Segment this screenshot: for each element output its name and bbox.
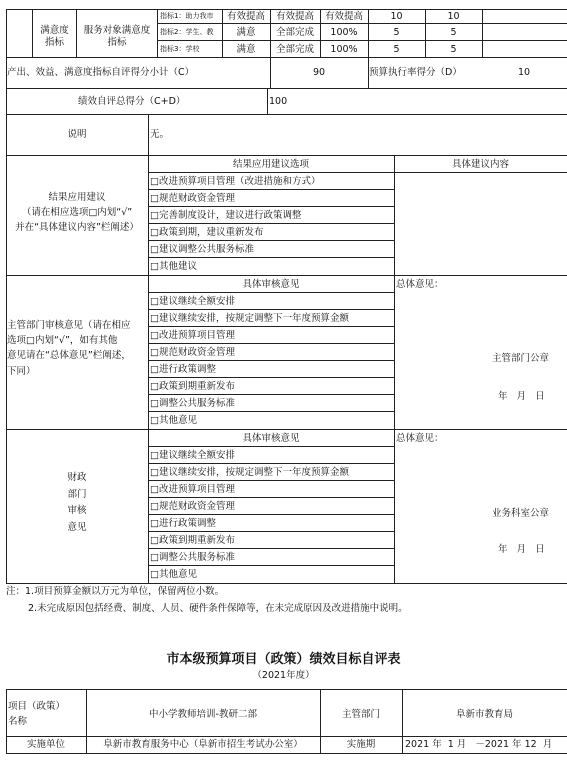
fin-overall: 总体意见： bbox=[396, 433, 444, 444]
dept-label: 主管部门 bbox=[341, 709, 380, 720]
fin-date: 年 月 日 bbox=[498, 544, 545, 555]
weight-3: 5 bbox=[393, 44, 400, 55]
line bbox=[6, 736, 567, 737]
result-1: 有效提高 bbox=[324, 11, 363, 22]
weight-1: 10 bbox=[390, 11, 403, 22]
result-option[interactable]: □完善制度设计，建议进行政策调整 bbox=[150, 210, 302, 221]
line bbox=[148, 343, 394, 344]
budget-label: 预算执行率得分（D） bbox=[369, 67, 462, 78]
service-object-label: 服务对象满意度 指标 bbox=[83, 25, 151, 48]
line bbox=[482, 9, 483, 57]
line bbox=[6, 57, 567, 58]
line bbox=[6, 429, 567, 430]
result-2: 100% bbox=[330, 27, 358, 38]
weight-2: 5 bbox=[393, 27, 400, 38]
line bbox=[148, 411, 394, 412]
actual-2: 全部完成 bbox=[275, 27, 314, 38]
actual-3: 全部完成 bbox=[275, 44, 314, 55]
line bbox=[394, 155, 395, 275]
line bbox=[148, 377, 394, 378]
line bbox=[157, 9, 158, 57]
budget-value: 10 bbox=[518, 67, 531, 78]
fin-option[interactable]: □建议继续全额安排 bbox=[150, 450, 235, 461]
score-3: 5 bbox=[450, 44, 457, 55]
score-1: 10 bbox=[447, 11, 460, 22]
line bbox=[148, 531, 394, 532]
line bbox=[148, 480, 394, 481]
result-option[interactable]: □改进预算项目管理（改进措施和方式） bbox=[150, 176, 321, 187]
note-2: 2.未完成原因包括经费、制度、人员、硬件条件保障等，在未完成原因及改进措施中说明。 bbox=[28, 603, 408, 614]
target-3: 满意 bbox=[236, 44, 256, 55]
fin-option[interactable]: □调整公共服务标准 bbox=[150, 552, 235, 563]
fin-left-label: 财政 部门 审核 意见 bbox=[67, 472, 87, 533]
fin-header: 具体审核意见 bbox=[242, 433, 300, 444]
line bbox=[148, 548, 394, 549]
dept-option[interactable]: □建议继续全额安排 bbox=[150, 296, 235, 307]
result-option[interactable]: □建议调整公共服务标准 bbox=[150, 244, 254, 255]
line bbox=[267, 88, 268, 114]
fin-option[interactable]: □其他意见 bbox=[150, 569, 197, 580]
dept-option[interactable]: □进行政策调整 bbox=[150, 364, 216, 375]
line bbox=[148, 206, 394, 207]
dept-value: 阜新市教育局 bbox=[455, 709, 513, 720]
line bbox=[148, 257, 394, 258]
note-1: 注：1.项目预算金额以万元为单位，保留两位小数。 bbox=[6, 586, 225, 597]
line bbox=[6, 753, 567, 754]
dept-option[interactable]: □改进预算项目管理 bbox=[150, 330, 235, 341]
period-label: 实施期 bbox=[346, 739, 376, 750]
form2-year: （2021年度） bbox=[252, 670, 315, 681]
result-col1-header: 结果应用建议选项 bbox=[232, 159, 309, 170]
line bbox=[157, 40, 567, 41]
fin-option[interactable]: □政策到期重新发布 bbox=[150, 535, 235, 546]
line bbox=[6, 689, 567, 690]
dept-option[interactable]: □建议继续安排，按规定调整下一年度预算金额 bbox=[150, 313, 349, 324]
dept-option[interactable]: □规范财政资金管理 bbox=[150, 347, 235, 358]
line bbox=[148, 309, 394, 310]
line bbox=[148, 172, 567, 173]
line bbox=[6, 155, 567, 156]
line bbox=[6, 583, 567, 584]
line bbox=[148, 394, 394, 395]
note-label: 说明 bbox=[67, 129, 87, 140]
target-2: 满意 bbox=[236, 27, 256, 38]
line bbox=[394, 429, 395, 583]
subtotal-label: 产出、效益、满意度指标自评得分小计（C） bbox=[7, 67, 195, 78]
line bbox=[148, 565, 394, 566]
unit-value: 阜新市教育服务中心（阜新市招生考试办公室） bbox=[103, 739, 303, 750]
line bbox=[402, 689, 403, 753]
indicator-1: 指标1：助力我市 bbox=[160, 12, 214, 20]
project-value: 中小学教师培训-教研二部 bbox=[149, 709, 257, 720]
result-col2-header: 具体建议内容 bbox=[451, 159, 509, 170]
dept-option[interactable]: □政策到期重新发布 bbox=[150, 381, 235, 392]
total-label: 绩效自评总得分（C+D） bbox=[78, 96, 186, 107]
indicator-3: 指标3：学校 bbox=[160, 45, 200, 53]
fin-option[interactable]: □建议继续安排，按规定调整下一年度预算金额 bbox=[150, 467, 349, 478]
dept-option[interactable]: □调整公共服务标准 bbox=[150, 398, 235, 409]
line bbox=[6, 114, 567, 115]
score-2: 5 bbox=[450, 27, 457, 38]
line bbox=[148, 326, 394, 327]
line bbox=[394, 275, 395, 429]
project-label: 项目（政策） 名称 bbox=[8, 701, 66, 728]
dept-left-label: 主管部门审核意见（请在相应 选项□内划“√”，如有其他 意见请在“总体意见”栏阐述， 下同） bbox=[7, 320, 131, 377]
line bbox=[148, 114, 149, 583]
satisfaction-label: 满意度 指标 bbox=[40, 25, 69, 48]
line bbox=[148, 292, 394, 293]
line bbox=[6, 88, 567, 89]
dept-header: 具体审核意见 bbox=[242, 279, 300, 290]
unit-label: 实施单位 bbox=[26, 739, 65, 750]
line bbox=[148, 497, 394, 498]
line bbox=[148, 463, 394, 464]
subtotal-value: 90 bbox=[312, 67, 326, 78]
result-option[interactable]: □规范财政资金管理 bbox=[150, 193, 235, 204]
result-left-label: 结果应用建议 （请在相应选项□内划“√” 并在“具体建议内容”栏阐述） bbox=[15, 192, 139, 234]
line bbox=[148, 514, 394, 515]
result-option[interactable]: □政策到期，建议重新发布 bbox=[150, 227, 264, 238]
form2-title: 市本级预算项目（政策）绩效目标自评表 bbox=[166, 652, 401, 667]
line bbox=[148, 360, 394, 361]
dept-overall: 总体意见： bbox=[396, 279, 444, 290]
result-option[interactable]: □其他建议 bbox=[150, 261, 197, 272]
result-3: 100% bbox=[330, 44, 358, 55]
fin-seal: 业务科室公章 bbox=[492, 508, 550, 519]
fin-option[interactable]: □进行政策调整 bbox=[150, 518, 216, 529]
line bbox=[6, 275, 567, 276]
target-1: 有效提高 bbox=[226, 11, 265, 22]
line bbox=[148, 189, 394, 190]
total-value: 100 bbox=[269, 96, 288, 107]
note-value: 无。 bbox=[150, 129, 170, 140]
indicator-2: 指标2：学生、教 bbox=[160, 28, 214, 36]
period-value: 2021 年 1 月 －2021 年 12 月 bbox=[405, 739, 553, 750]
actual-1: 有效提高 bbox=[275, 11, 314, 22]
line bbox=[148, 240, 394, 241]
fin-option[interactable]: □改进预算项目管理 bbox=[150, 484, 235, 495]
dept-option[interactable]: □其他意见 bbox=[150, 415, 197, 426]
dept-date: 年 月 日 bbox=[498, 391, 545, 402]
line bbox=[148, 223, 394, 224]
fin-option[interactable]: □规范财政资金管理 bbox=[150, 501, 235, 512]
dept-seal: 主管部门公章 bbox=[492, 353, 550, 364]
line bbox=[157, 23, 567, 24]
line bbox=[148, 446, 394, 447]
